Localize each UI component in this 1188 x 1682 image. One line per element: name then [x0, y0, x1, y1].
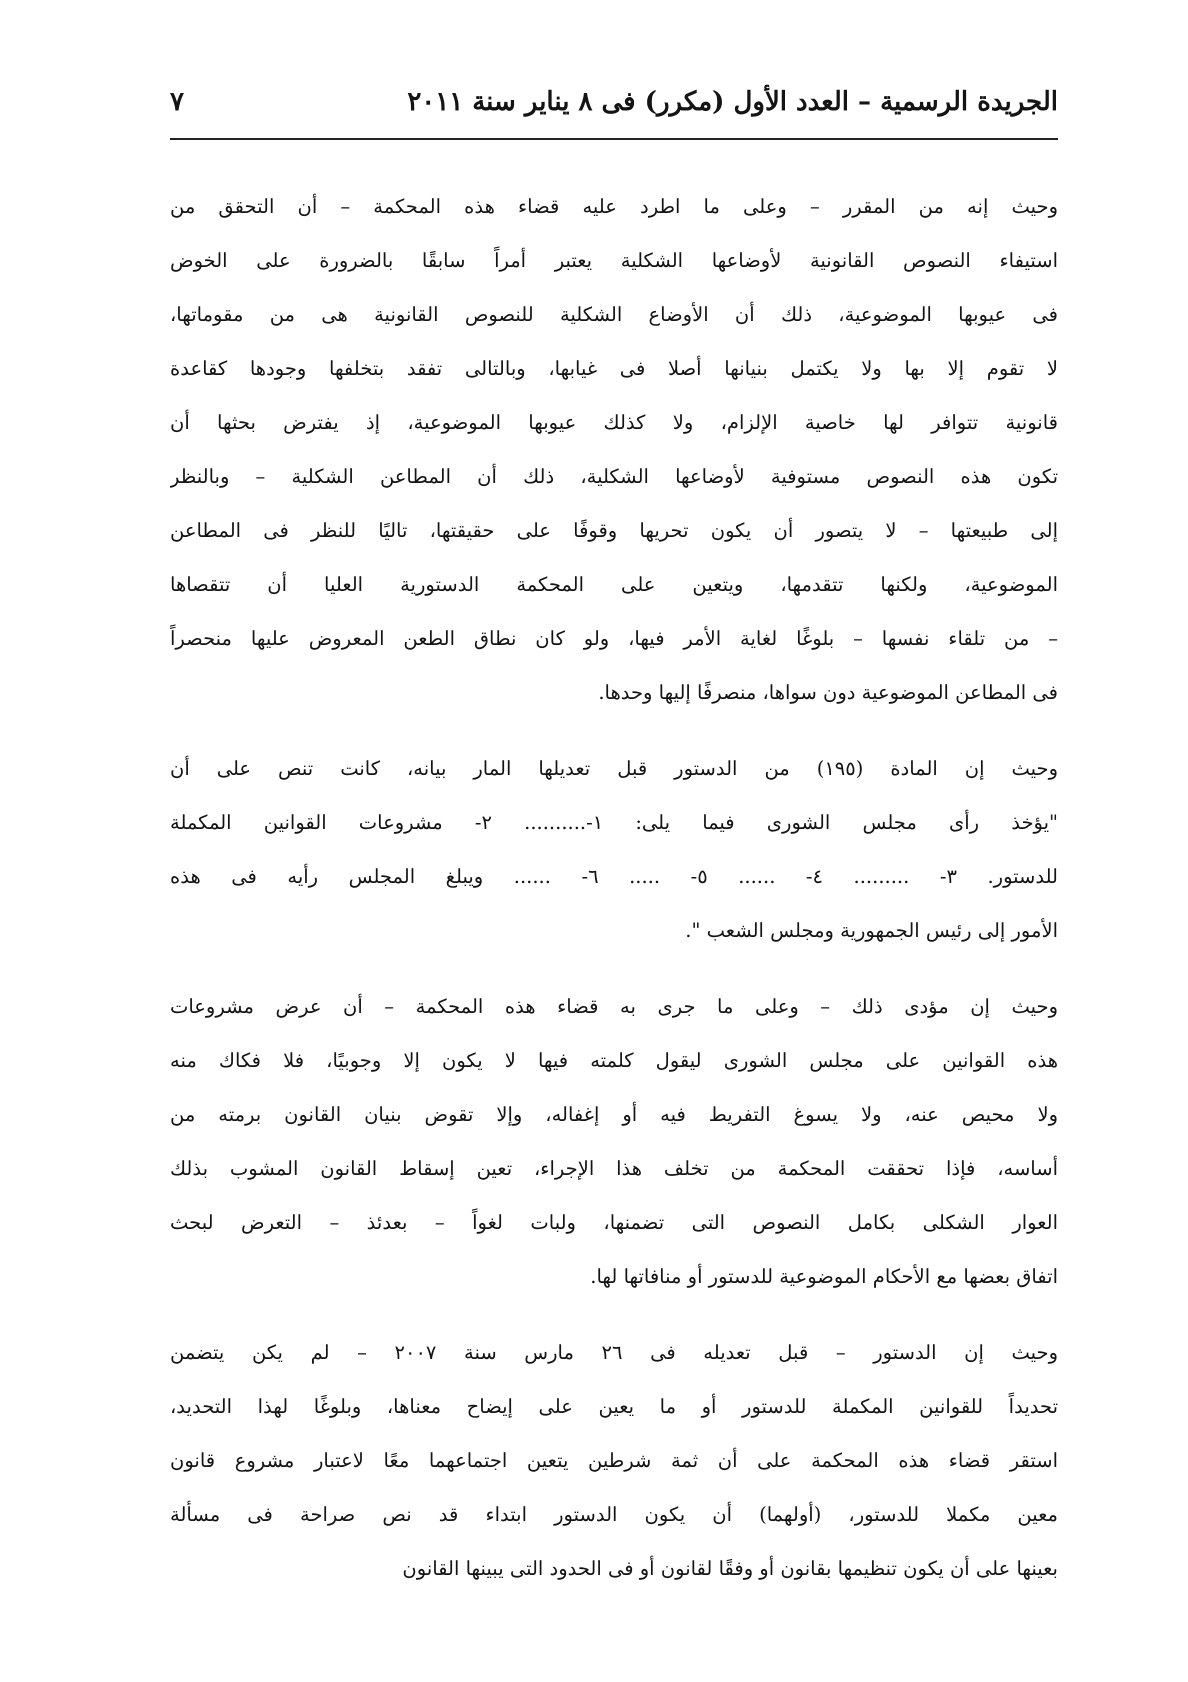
header-title: الجريدة الرسمية – العدد الأول (مكرر) فى ٨ يناير سنة ٢٠١١ — [407, 87, 1058, 117]
text-line: وحيث إنه من المقرر – وعلى ما اطرد عليه قضاء هذه المحكمة – أن التحقق من — [170, 195, 1058, 218]
text-line: هذه القوانين على مجلس الشورى ليقول كلمته فيها لا يكون إلا وجوبيًا، فلا فكاك منه — [170, 1049, 1058, 1072]
text-line: إلى طبيعتها – لا يتصور أن يكون تحريها وقوفًا على حقيقتها، تاليًا للنظر فى المطاعن — [170, 519, 1058, 542]
text-line: وحيث إن مؤدى ذلك – وعلى ما جرى به قضاء هذه المحكمة – أن عرض مشروعات — [170, 995, 1058, 1018]
paragraph — [170, 180, 1058, 720]
paragraph — [170, 1326, 1058, 1596]
text-line: ولا محيص عنه، ولا يسوغ التفريط فيه أو إغفاله، وإلا تقوض بنيان القانون برمته من — [170, 1103, 1058, 1126]
paragraph — [170, 980, 1058, 1304]
text-line: الأمور إلى رئيس الجمهورية ومجلس الشعب ". — [685, 919, 1058, 942]
text-line: للدستور. ٣- ......... ٤- ...... ٥- ..... ٦- ...... ويبلغ المجلس رأيه فى هذه — [170, 865, 1058, 888]
text-line: أساسه، فإذا تحققت المحكمة من تخلف هذا الإجراء، تعين إسقاط القانون المشوب بذلك — [170, 1157, 1058, 1180]
text-line: تحديداً للقوانين المكملة للدستور أو ما يعين على إيضاح معناها، وبلوغًا لهذا التحديد، — [170, 1395, 1058, 1418]
text-line: بعينها على أن يكون تنظيمها بقانون أو وفقًا لقانون أو فى الحدود التى يبينها القانون — [402, 1557, 1058, 1580]
page-number: ٧ — [170, 87, 184, 117]
text-line: لا تقوم إلا بها ولا يكتمل بنيانها أصلا فى غيابها، وبالتالى تفقد بتخلفها وجودها كقاعدة — [170, 357, 1058, 380]
text-line: – من تلقاء نفسها – بلوغًا لغاية الأمر فيها، ولو كان نطاق الطعن المعروض عليها منحصراً — [170, 627, 1058, 650]
text-line: العوار الشكلى بكامل النصوص التى تضمنها، ولبات لغواً – بعدئذ – التعرض لبحث — [170, 1211, 1058, 1234]
text-line: فى المطاعن الموضوعية دون سواها، منصرفًا إليها وحدها. — [598, 681, 1058, 704]
text-line: اتفاق بعضها مع الأحكام الموضوعية للدستور أو منافاتها لها. — [590, 1265, 1058, 1288]
text-line: استيفاء النصوص القانونية لأوضاعها الشكلية يعتبر أمراً سابقًا بالضرورة على الخوض — [170, 249, 1058, 272]
page-body — [170, 180, 1058, 1618]
header-divider — [170, 138, 1058, 140]
running-header — [170, 78, 1058, 126]
text-line: "يؤخذ رأى مجلس الشورى فيما يلى: ١-.......... ٢- مشروعات القوانين المكملة — [170, 811, 1058, 834]
text-line: فى عيوبها الموضوعية، ذلك أن الأوضاع الشكلية للنصوص القانونية هى من مقوماتها، — [170, 303, 1058, 326]
text-line: قانونية تتوافر لها خاصية الإلزام، ولا كذلك عيوبها الموضوعية، إذ يفترض بحثها أن — [170, 411, 1058, 434]
text-line: استقر قضاء هذه المحكمة على أن ثمة شرطين يتعين اجتماعهما معًا لاعتبار مشروع قانون — [170, 1449, 1058, 1472]
text-line: تكون هذه النصوص مستوفية لأوضاعها الشكلية، ذلك أن المطاعن الشكلية – وبالنظر — [170, 465, 1058, 488]
text-line: الموضوعية، ولكنها تتقدمها، ويتعين على المحكمة الدستورية العليا أن تتقصاها — [170, 573, 1058, 596]
text-line: وحيث إن المادة (١٩٥) من الدستور قبل تعديلها المار بيانه، كانت تنص على أن — [170, 757, 1058, 780]
text-line: معين مكملا للدستور، (أولهما) أن يكون الدستور ابتداء قد نص صراحة فى مسألة — [170, 1503, 1058, 1526]
paragraph — [170, 742, 1058, 958]
text-line: وحيث إن الدستور – قبل تعديله فى ٢٦ مارس سنة ٢٠٠٧ – لم يكن يتضمن — [170, 1341, 1058, 1364]
